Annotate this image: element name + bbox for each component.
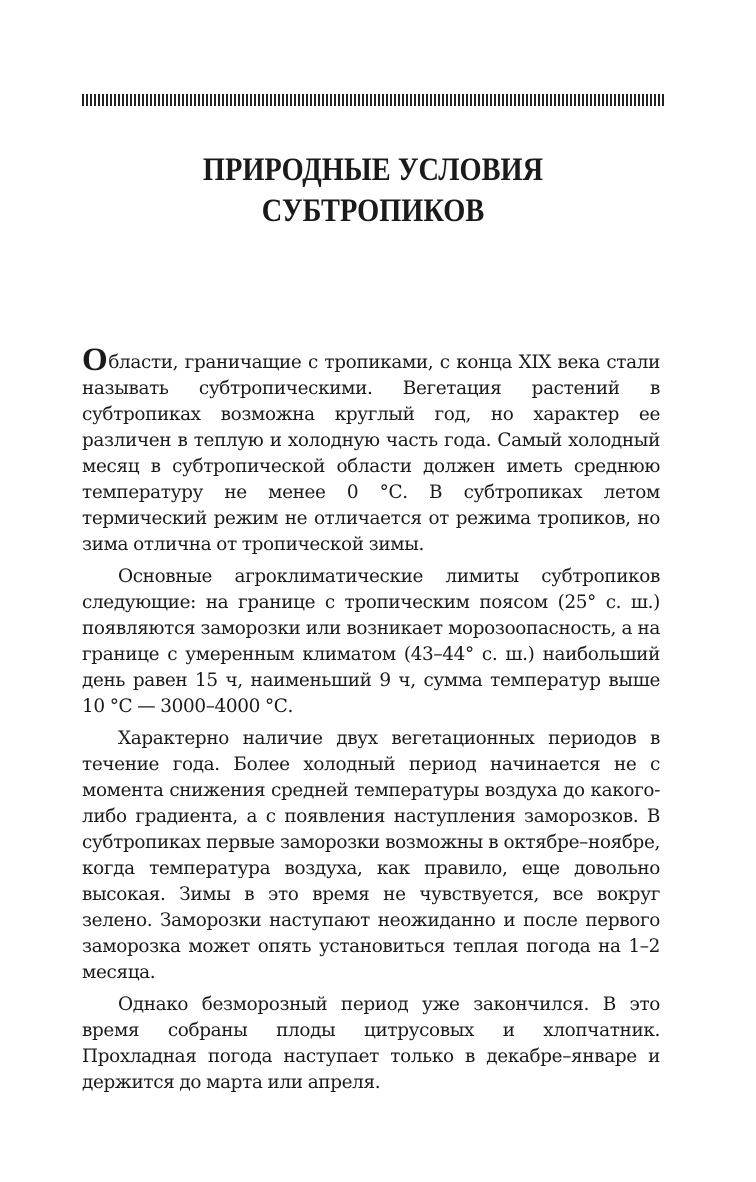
paragraph-2: Основные агроклиматические лимиты субтропиков следующие: на границе с тропическим поясом (25° с. ш.) появляются заморозки или возникает морозоопасность, а на границе с умеренным климатом (43–44° с. ш.) наибольший день равен 15 ч, наименьший 9 ч, сумма температур выше 10 °С — 3000–4000 °С.: [82, 566, 660, 717]
paragraph-4: Однако безморозный период уже закончился. В это время собраны плоды цитрусовых и хлопчатник. Прохладная погода наступает только в декабре–январе и держится до марта или апреля.: [82, 994, 660, 1093]
chapter-title-line-2: СУБТРОПИКОВ: [261, 193, 485, 229]
header-ornament-rule: [82, 94, 664, 106]
drop-cap: О: [82, 342, 108, 378]
paragraph-3: Характерно наличие двух вегетационных периодов в течение года. Более холодный период начинается не с момента снижения средней температуры воздуха до какого-либо градиента, а с появления наступления заморозков. В субтропиках первые заморозки возможны в октябре–ноябре, когда температура воздуха, как правило, еще довольно высокая. Зимы в это время не чувствуется, все вокруг зелено. Заморозки наступают неожиданно и после первого заморозка может опять установиться теплая погода на 1–2 месяца.: [82, 728, 660, 983]
chapter-title-line-1: ПРИРОДНЫЕ УСЛОВИЯ: [202, 152, 544, 188]
paragraph-1-text: бласти, граничащие с тропиками, с конца XIX века стали называть субтропическими. Вегетация растений в субтропиках возможна круглый год, но характер ее различен в теплую и холодную часть года. Самый холодный месяц в субтропической области должен иметь среднюю температуру не менее 0 °С. В субтропиках летом термический режим не отличается от режима тропиков, но зима отлична от тропической зимы.: [82, 352, 660, 555]
body-text: [82, 342, 660, 1102]
paragraph-1: [82, 342, 660, 558]
chapter-title: [123, 150, 624, 232]
